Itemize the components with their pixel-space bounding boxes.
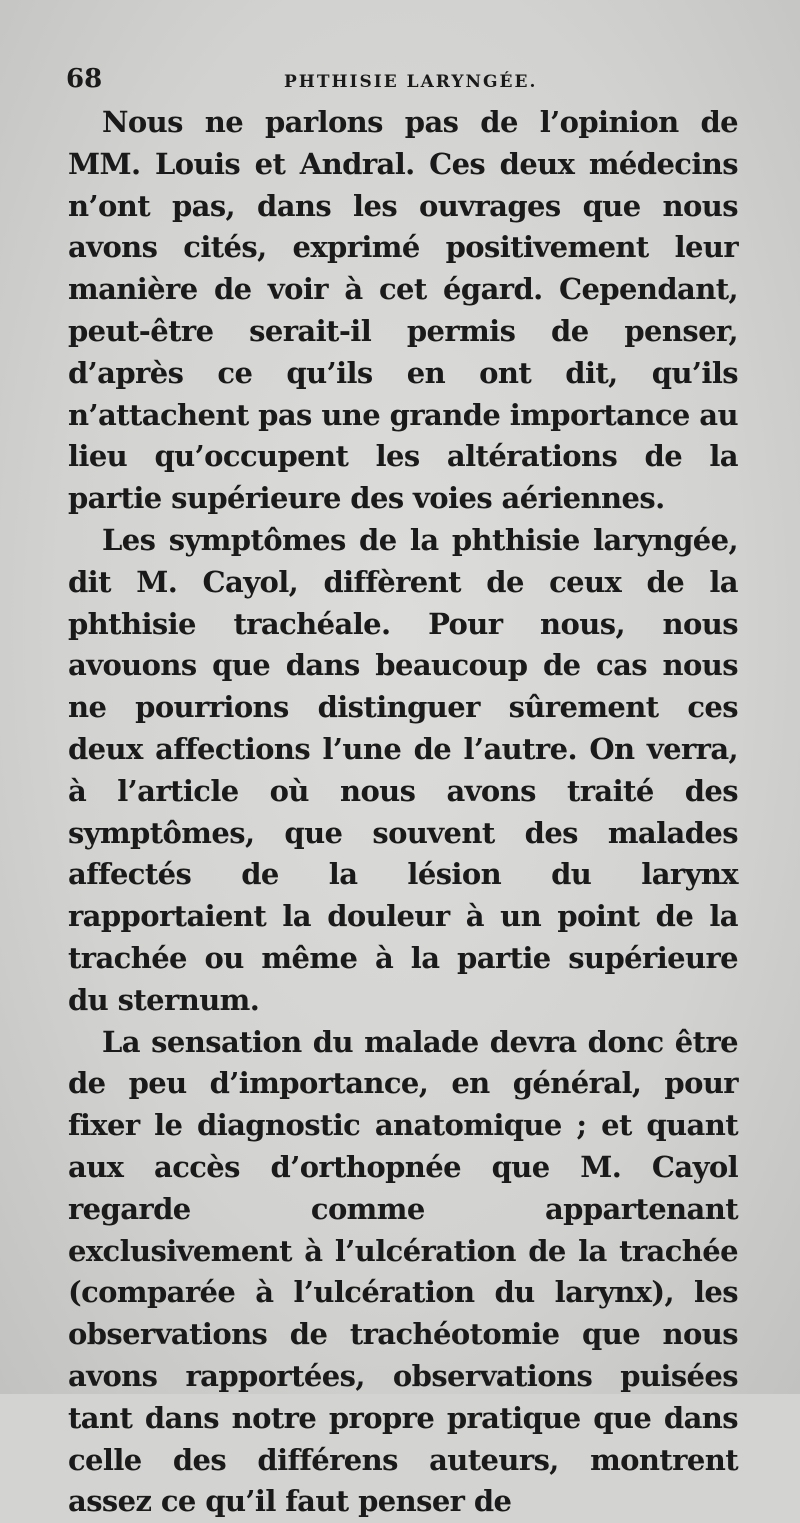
paragraph: Nous ne parlons pas de l’opinion de MM. Louis et Andral. Ces deux médecins n’ont pas, dans les ouvrages que nous avons cités, exprimé positivement leur manière de voir à cet égard. Cependant, peut-être serait-il permis de penser, d’après ce qu’ils en ont dit, qu’ils n’attachent pas une grande importance au lieu qu’occupent les altérations de la partie supérieure des voies aériennes. — [68, 105, 738, 516]
paragraph: Les symptômes de la phthisie laryngée, dit M. Cayol, diffèrent de ceux de la phthisie trachéale. Pour nous, nous avouons que dans beaucoup de cas nous ne pourrions distinguer sûrement ces deux affections l’une de l’autre. On verra, à l’article où nous avons traité des symptômes, que souvent des malades affectés de la lésion du larynx rapportaient la douleur à un point de la trachée ou même à la partie supérieure du sternum. — [68, 522, 738, 1017]
paragraph: La sensation du malade devra donc être de peu d’importance, en général, pour fixer le diagnostic anatomique ; et quant aux accès d’orthopnée que M. Cayol regarde comme appartenant exclusivement à l’ulcération de la trachée (comparée à l’ulcération du larynx), les observations de trachéotomie que nous avons rapportées, observations puisées tant dans notre propre pratique que dans celle des différens auteurs, montrent assez ce qu’il faut penser de — [68, 1024, 738, 1519]
page-number: 68 — [66, 64, 103, 94]
running-title: PHTHISIE LARYNGÉE. — [284, 72, 538, 92]
page-header — [66, 64, 756, 104]
body-text — [68, 102, 738, 1523]
